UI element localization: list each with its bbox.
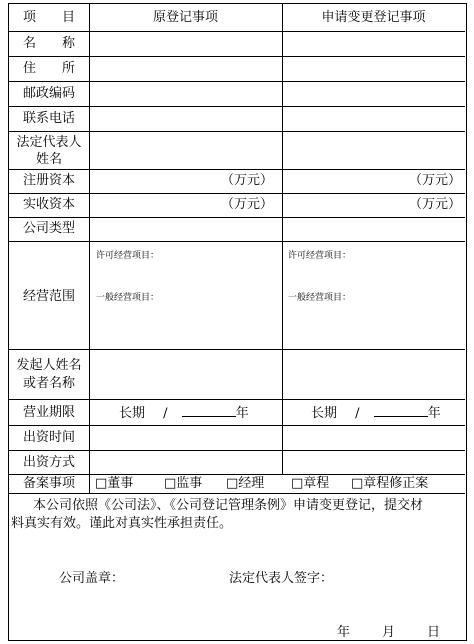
scope-licensed-label: 许可经营项目：: [288, 251, 352, 261]
row-divider: [9, 474, 465, 475]
unit-wan-yuan: （万元）: [221, 197, 274, 212]
label-legal-rep-name: 姓名: [35, 152, 62, 167]
unit-wan-yuan: （万元）: [409, 197, 462, 212]
label-registered-capital: 注册资本: [22, 173, 75, 188]
label-address: 住 所: [22, 61, 75, 76]
term-year: 年: [427, 406, 441, 421]
unit-wan-yuan: （万元）: [221, 173, 274, 188]
unit-wan-yuan: （万元）: [409, 173, 462, 188]
term-long: 长期: [311, 406, 338, 421]
scope-general-label: 一般经营项目：: [96, 293, 160, 303]
legal-rep-sign-label: 法定代表人签字：: [229, 571, 334, 586]
row-divider: [9, 217, 465, 218]
row-divider: [9, 81, 465, 82]
label-legal-rep: 法定代表人: [16, 135, 82, 150]
change-registration-form: [8, 3, 467, 641]
row-divider: [9, 31, 465, 32]
label-company-type: 公司类型: [22, 221, 75, 236]
row-divider: [9, 450, 465, 451]
label-business-scope: 经营范围: [22, 289, 75, 304]
company-seal-label: 公司盖章：: [59, 571, 125, 586]
term-original: [119, 405, 249, 421]
header-item: 项 目: [22, 10, 75, 25]
row-divider: [9, 399, 465, 400]
date-day-label: 日: [427, 625, 441, 640]
filing-option-manager[interactable]: □经理: [226, 476, 265, 491]
label-business-term: 营业期限: [22, 405, 75, 420]
label-postcode: 邮政编码: [22, 86, 75, 101]
row-divider: [9, 131, 465, 132]
row-divider: [9, 425, 465, 426]
row-divider: [9, 493, 465, 494]
row-divider: [9, 349, 465, 350]
scope-general-label: 一般经营项目：: [288, 293, 352, 303]
row-divider: [9, 241, 465, 242]
term-requested: [311, 405, 441, 421]
row-divider: [9, 193, 465, 194]
term-year: 年: [235, 406, 249, 421]
term-year-blank[interactable]: [182, 405, 236, 417]
term-year-blank[interactable]: [374, 405, 428, 417]
label-phone: 联系电话: [22, 111, 75, 126]
row-divider: [9, 56, 465, 57]
date-year-label: 年: [337, 625, 351, 640]
term-slash: /: [163, 406, 168, 421]
filing-option-articles[interactable]: □章程: [291, 476, 330, 491]
declaration-line-1: 本公司依照《公司法》、《公司登记管理条例》申请变更登记，提交材: [33, 498, 424, 513]
label-contribution-method: 出资方式: [22, 455, 75, 470]
label-promoter-or-name: 或者名称: [22, 376, 75, 391]
filing-option-director[interactable]: □董事: [95, 476, 134, 491]
scope-licensed-label: 许可经营项目：: [96, 251, 160, 261]
column-divider: [89, 4, 90, 493]
column-divider: [282, 4, 283, 474]
filing-option-supervisor[interactable]: □监事: [164, 476, 203, 491]
label-paid-capital: 实收资本: [22, 197, 75, 212]
declaration-line-2: 料真实有效。谨此对真实性承担责任。: [11, 516, 233, 531]
date-month-label: 月: [382, 625, 396, 640]
label-name: 名 称: [22, 36, 75, 51]
term-long: 长期: [119, 406, 146, 421]
header-original: 原登记事项: [152, 10, 218, 25]
row-divider: [9, 106, 465, 107]
label-filing-items: 备案事项: [22, 476, 75, 491]
label-contribution-time: 出资时间: [22, 430, 75, 445]
filing-option-articles-amendment[interactable]: □章程修正案: [351, 476, 429, 491]
term-slash: /: [355, 406, 360, 421]
header-requested-change: 申请变更登记事项: [321, 10, 426, 25]
row-divider: [9, 169, 465, 170]
label-promoter: 发起人姓名: [16, 358, 82, 373]
